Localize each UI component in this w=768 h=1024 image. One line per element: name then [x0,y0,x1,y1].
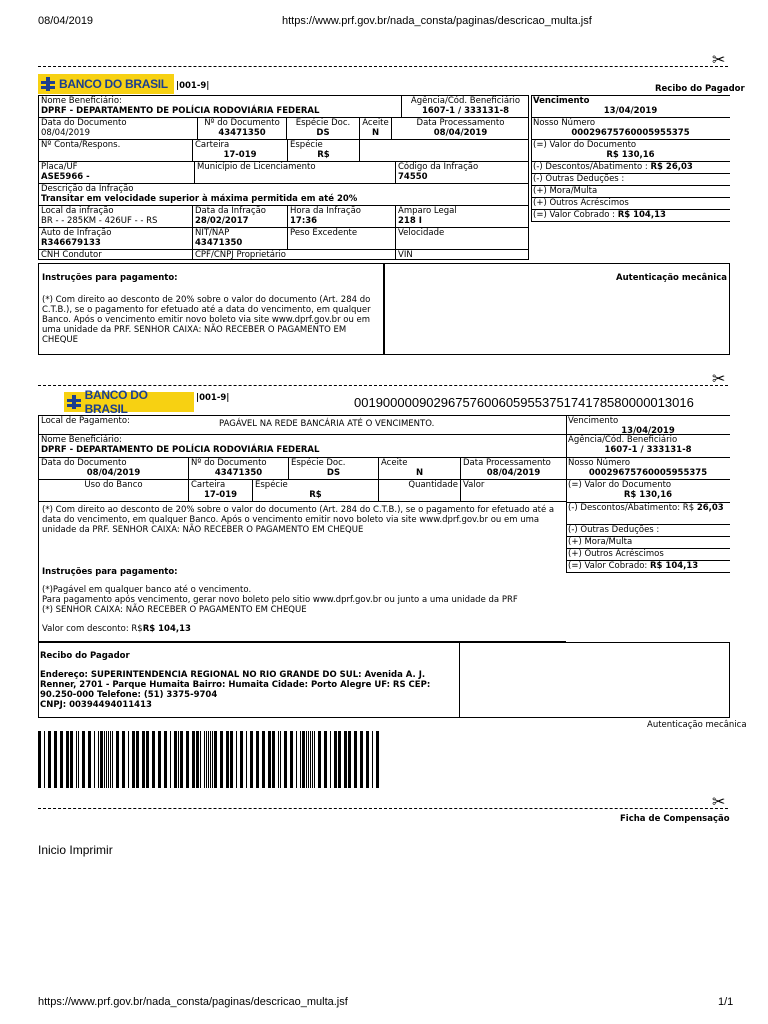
barcode-bar [250,731,253,788]
barcode-bar [214,731,217,788]
barcode-bar [296,731,297,788]
ficha-instrucoes [38,502,566,642]
barcode-bar [174,731,177,788]
recibo-amparo: Amparo Legal 218 I [395,205,529,227]
barcode-bar [226,731,229,788]
barcode-bar [208,731,209,788]
recibo-vencimento: Vencimento 13/04/2019 [531,95,730,117]
barcode-bar [306,731,307,788]
barcode-bar [116,731,119,788]
barcode-bar [206,731,207,788]
recibo-especie: Espécie R$ [287,139,359,161]
bank-logo-2 [64,388,194,416]
ficha-mora: (+) Mora/Multa [566,536,730,548]
barcode-bar [372,731,373,788]
recibo-agencia: Agência/Cód. Beneficiário 1607-1 / 333131-8 [401,95,529,117]
recibo-autenticacao: Autenticação mecânica [616,273,727,283]
recibo-instr-text: (*) Com direito ao desconto de 20% sobre o valor do documento (Art. 284 do C.T.B.), se o pagamento for efetuado até a data do vencimento, em qualquer Banco. Após o vencimento emitir novo boleto via site www.dprf.gov.br ou em uma unidade da PRF. SENHOR CAIXA: NÃO RECEBER O PAGAMENTO EM CHEQUE [42,295,371,345]
ficha-especie: Espécie R$ [252,479,378,502]
ficha-quantidade: Quantidade [378,479,460,502]
barcode-bar [300,731,301,788]
barcode-bar [100,731,103,788]
print-url-top: https://www.prf.gov.br/nada_consta/paginas/descricao_multa.jsf [282,15,592,27]
barcode-bar [164,731,167,788]
barcode-bar [132,731,135,788]
recibo-cnh: CNH Condutor [38,249,192,260]
cut-line [38,66,728,67]
scissors-icon-3: ✂ [712,792,726,811]
barcode-bar [60,731,63,788]
recibo-aceite: Aceite N [359,117,391,139]
recibo-data-doc: Data do Documento 08/04/2019 [38,117,197,139]
ficha-recibo-box [38,642,460,718]
barcode-bar [246,731,247,788]
barcode-bar [70,731,73,788]
barcode-bar [230,731,233,788]
recibo-nit: NIT/NAP 43471350 [192,227,287,249]
barcode-bar [196,731,199,788]
ficha-outras-deducoes: (-) Outras Deduções : [566,524,730,536]
barcode-bar [136,731,139,788]
barcode-bar [142,731,145,788]
recibo-municipio: Município de Licenciamento [194,161,395,183]
ficha-valor-cobrado: (=) Valor Cobrado: R$ 104,13 [566,560,730,573]
recibo-descontos: (-) Descontos/Abatimento : R$ 26,03 [531,161,730,173]
barcode-bar [240,731,243,788]
ficha-desconto-text: (*) Com direito ao desconto de 20% sobre o valor do documento (Art. 284 do C.T.B.), se o pagamento for efetuado até a data do vencimento, em qualquer Banco. Após o vencimento emitir novo boleto via site www.dprf.gov.br ou em uma unidade da PRF. SENHOR CAIXA: NÃO RECEBER O PAGAMENTO EM CHEQUE [42,505,555,535]
ficha-uso-banco: Uso do Banco [38,479,188,502]
ficha-title: Ficha de Compensação [620,814,730,824]
barcode-bar [220,731,223,788]
recibo-data-infracao: Data da Infração 28/02/2017 [192,205,287,227]
recibo-auto: Auto de Infração R346679133 [38,227,192,249]
barcode-bar [290,731,293,788]
recibo-nosso-num: Nosso Número 00029675760005955375 [531,117,730,139]
recibo-valor-doc: (=) Valor do Documento R$ 130,16 [531,139,730,161]
barcode-bar [88,731,91,788]
barcode-bar [66,731,69,788]
recibo-local: Local da infração BR - - 285KM - 426UF - - RS [38,205,192,227]
ficha-data-doc: Data do Documento 08/04/2019 [38,457,188,479]
barcode-bar [38,731,41,788]
barcode-bar [98,731,99,788]
barcode-bar [180,731,183,788]
barcode-bar [262,731,265,788]
barcode-bar [212,731,213,788]
bank-code: |001-9| [176,81,210,91]
barcode-bar [354,731,357,788]
recibo-peso: Peso Excedente [287,227,395,249]
barcode-bar [210,731,211,788]
barcode-bar [376,731,379,788]
ficha-num-doc: Nº do Documento 43471350 [188,457,288,479]
recibo-num-doc: Nº do Documento 43471350 [197,117,286,139]
barcode-bar [360,731,363,788]
barcode-bar [366,731,369,788]
recibo-conta: Nº Conta/Respons. [38,139,192,161]
print-date: 08/04/2019 [38,15,94,27]
ficha-valor-doc: (=) Valor do Documento R$ 130,16 [566,479,730,502]
barcode-bar [112,731,113,788]
barcode-bar [344,731,347,788]
barcode-bar [82,731,85,788]
barcode-bar [54,731,57,788]
scissors-icon: ✂ [712,50,726,69]
recibo-nome-benef: Nome Beneficiário: DPRF - DEPARTAMENTO DE POLÍCIA RODOVIÁRIA FEDERAL [38,95,401,117]
recibo-outras-deducoes: (-) Outras Deduções : [531,173,730,185]
recibo-title: Recibo do Pagador [655,84,745,94]
ficha-instr-line1: (*)Pagável em qualquer banco até o vencimento. [42,585,252,595]
cut-line-3 [38,808,728,809]
barcode-bar [76,731,77,788]
barcode-bar [146,731,149,788]
recibo-valor-cobrado: (=) Valor Cobrado : R$ 104,13 [531,209,730,222]
recibo-descricao: Descrição da Infração Transitar em velocidade superior à máxima permitida em até 20% [38,183,529,205]
ficha-valor-desconto: Valor com desconto: R$R$ 104,13 [42,624,191,634]
barcode-bar [302,731,305,788]
barcode-bar [280,731,281,788]
barcode-bar [170,731,171,788]
ficha-blank-box [460,642,730,718]
ficha-cnpj: CNPJ: 00394494011413 [40,700,152,710]
bank-name-2: BANCO DO BRASIL [84,388,148,416]
barcode-bar [256,731,259,788]
recibo-placa: Placa/UF ASE5966 - [38,161,194,183]
barcode-bar [236,731,237,788]
recibo-autenticacao-box [384,263,730,355]
barcode-bar [108,731,109,788]
barcode-bar [278,731,279,788]
ficha-nosso-num: Nosso Número 00029675760005955375 [566,457,730,479]
inicio-link[interactable]: Inicio [38,843,67,857]
print-url-bottom: https://www.prf.gov.br/nada_consta/paginas/descricao_multa.jsf [38,996,348,1008]
barcode-bar [78,731,79,788]
print-page-count: 1/1 [718,996,734,1008]
ficha-valor: Valor [460,479,566,502]
recibo-instr-title: Instruções para pagamento: [42,273,178,283]
barcode-bar [106,731,107,788]
recibo-instrucoes [38,263,384,355]
barcode-bar [308,731,309,788]
recibo-especie-doc: Espécie Doc. DS [286,117,359,139]
cut-line-2 [38,385,728,386]
barcode-bar [200,731,201,788]
ficha-instr-title: Instruções para pagamento: [42,567,178,577]
recibo-vin: VIN [395,249,529,260]
linha-digitavel: 00190000090296757600605955375174178580000013016 [354,395,694,410]
barcode-bar [122,731,125,788]
ficha-agencia: Agência/Cód. Beneficiário 1607-1 / 333131-8 [566,434,730,457]
scissors-icon-2: ✂ [712,369,726,388]
recibo-blank [359,139,529,161]
barcode-bar [330,731,331,788]
barcode-bar [312,731,313,788]
ficha-endereco: Endereço: SUPERINTENDENCIA REGIONAL NO RIO GRANDE DO SUL: Avenida A. J. Renner, 2701 - Parque Humaita Bairro: Humaita Cidade: Porto Alegre UF: RS CEP: 90.250-000 Telefone: (51) 3375-9704 [40,670,431,700]
recibo-hora: Hora da Infração 17:36 [287,205,395,227]
barcode-bar [110,731,111,788]
barcode-bar [94,731,95,788]
ficha-recibo-title: Recibo do Pagador [40,651,130,661]
ficha-instr-line3: (*) SENHOR CAIXA: NÃO RECEBER O PAGAMENTO EM CHEQUE [42,605,307,615]
recibo-velocidade: Velocidade [395,227,529,249]
barcode-bar [348,731,351,788]
barcode-bar [44,731,45,788]
barcode-bar [338,731,341,788]
barcode-bar [48,731,51,788]
recibo-mora: (+) Mora/Multa [531,185,730,197]
barcode-bar [324,731,327,788]
ficha-local-pag: Local de Pagamento: PAGÁVEL NA REDE BANCÁRIA ATÉ O VENCIMENTO. [38,415,566,434]
barcode [38,731,380,788]
recibo-data-proc: Data Processamento 08/04/2019 [391,117,529,139]
ficha-data-proc: Data Processamento 08/04/2019 [460,457,566,479]
recibo-cpf: CPF/CNPJ Proprietário [192,249,395,260]
bank-logo [38,74,174,94]
imprimir-link[interactable]: Imprimir [69,843,113,857]
barcode-bar [318,731,321,788]
ficha-especie-doc: Espécie Doc. DS [288,457,378,479]
ficha-descontos: (-) Descontos/Abatimento: R$ 26,03 [566,502,730,524]
bank-logo-icon-2 [67,395,81,409]
barcode-bar [104,731,105,788]
ficha-aceite: Aceite N [378,457,460,479]
barcode-bar [128,731,129,788]
barcode-bar [334,731,337,788]
barcode-bar [272,731,275,788]
barcode-bar [152,731,155,788]
barcode-bar [192,731,195,788]
recibo-outros-acrescimos: (+) Outros Acréscimos [531,197,730,209]
barcode-bar [284,731,287,788]
barcode-bar [314,731,315,788]
ficha-outros-acrescimos: (+) Outros Acréscimos [566,548,730,560]
ficha-carteira: Carteira 17-019 [188,479,252,502]
recibo-carteira: Carteira 17-019 [192,139,287,161]
ficha-vencimento: Vencimento 13/04/2019 [566,415,730,434]
bank-logo-icon [41,77,55,91]
ficha-autenticacao: Autenticação mecânica [647,720,747,730]
barcode-bar [178,731,179,788]
recibo-cod-infracao: Código da Infração 74550 [395,161,529,183]
barcode-bar [204,731,205,788]
barcode-bar [310,731,311,788]
bank-name: BANCO DO BRASIL [59,77,168,91]
barcode-bar [268,731,271,788]
ficha-instr-line2: Para pagamento após vencimento, gerar novo boleto pelo sitio www.dprf.gov.br ou junto a uma unidade da PRF [42,595,518,605]
barcode-bar [186,731,189,788]
ficha-nome-benef: Nome Beneficiário: DPRF - DEPARTAMENTO DE POLÍCIA RODOVIÁRIA FEDERAL [38,434,566,457]
bank-code-2: |001-9| [196,393,230,403]
barcode-bar [158,731,161,788]
